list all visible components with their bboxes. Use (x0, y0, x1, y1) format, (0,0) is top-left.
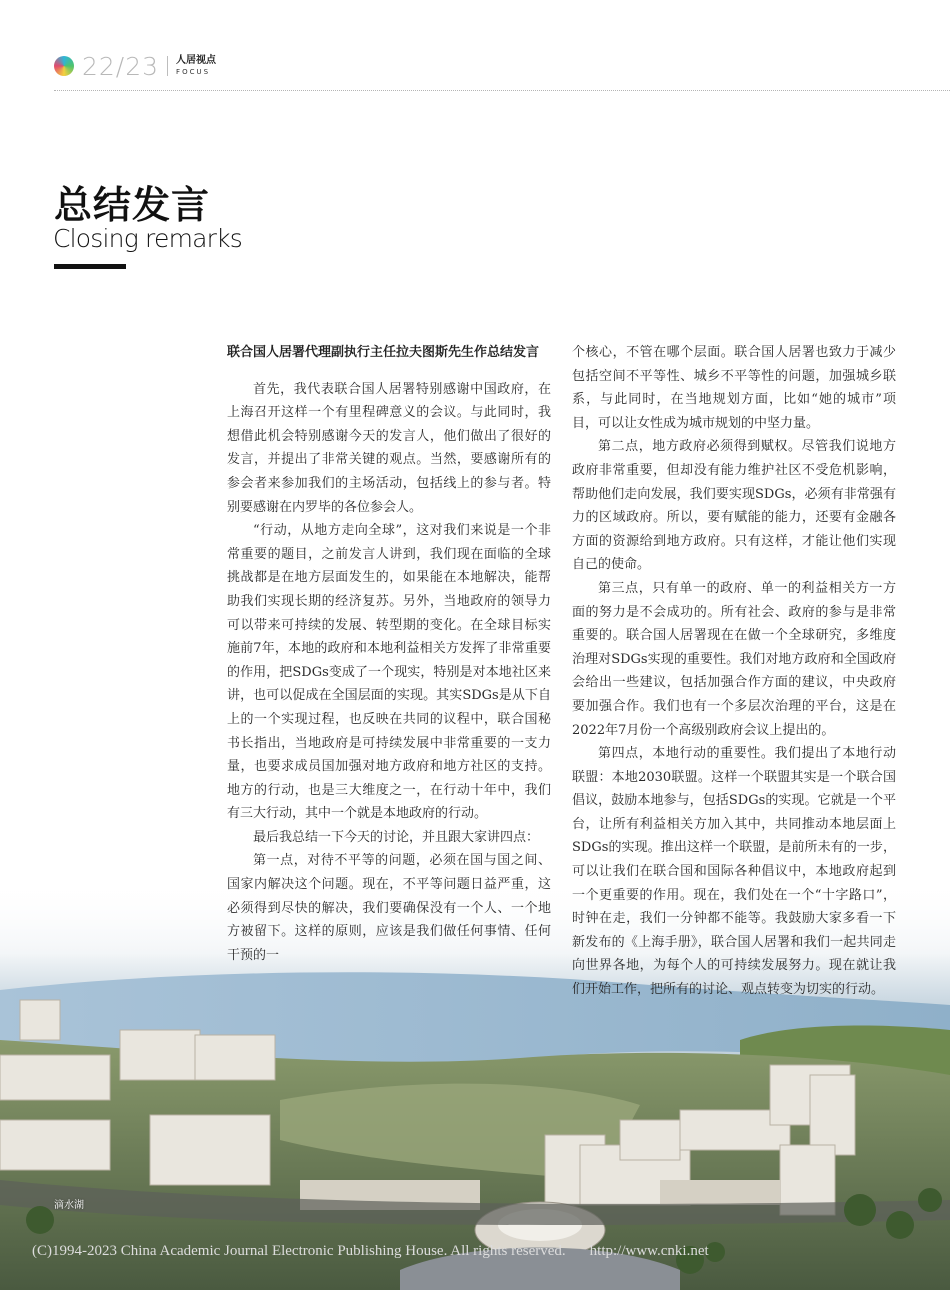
section-label-en: FOCUS (176, 68, 211, 76)
section-label-cn: 人居视点 (176, 55, 217, 66)
paragraph: 第一点，对待不平等的问题，必须在国与国之间、国家内解决这个问题。现在，不平等问题日益严重，这必须得到尽快的解决，我们要确保没有一个人、一个地方被留下。这样的原则，应该是我们做任何事情、任何干预的一 (227, 853, 551, 963)
section-label (176, 56, 216, 76)
paragraph: 最后我总结一下今天的讨论，并且跟大家讲四点： (253, 829, 540, 845)
article-title-cn: 总结发言 (54, 183, 211, 227)
paragraph: 第三点，只有单一的政府、单一的利益相关方一方面的努力是不会成功的。所有社会、政府的参与是非常重要的。联合国人居署现在在做一个全球研究，多维度治理对SDGs实现的重要性。我们对地方政府和全国政府会给出一些建议，包括加强合作方面的建议，中央政府要加强合作。我们也有一个多层次治理的平台，这是在2022年7月份一个高级别政府会议上提出的。 (572, 580, 896, 738)
paragraph: 首先，我代表联合国人居署特别感谢中国政府，在上海召开这样一个有里程碑意义的会议。与此同时，我想借此机会特别感谢今天的发言人，他们做出了很好的发言，并提出了非常关键的观点。当然，要感谢所有的参会者来参加我们的主场活动，包括线上的参与者。特别要感谢在内罗毕的各位参会人。 (227, 381, 551, 515)
page-numbers: 22/23 (82, 51, 160, 81)
footer-copyright (32, 1243, 709, 1260)
paragraph: 第二点，地方政府必须得到赋权。尽管我们说地方政府非常重要，但却没有能力维护社区不受危机影响，帮助他们走向发展，我们要实现SDGs，必须有非常强有力的区域政府。所以，要有赋能的能力，还要有金融各方面的资源给到地方政府。只有这样，才能让他们实现自己的使命。 (572, 439, 896, 573)
article-title-en: Closing remarks (53, 224, 243, 253)
text-column-left (227, 341, 551, 967)
page-header (54, 52, 216, 80)
header-divider (167, 56, 168, 76)
title-underline (54, 264, 126, 269)
magazine-logo-icon (54, 56, 74, 76)
speech-heading: 联合国人居署代理副执行主任拉夫图斯先生作总结发言 (227, 345, 540, 360)
photo-caption: 滴水湖 (54, 1200, 84, 1211)
text-column-right (572, 341, 896, 1002)
copyright-text: (C)1994-2023 China Academic Journal Electronic Publishing House. All rights reserved. (32, 1243, 566, 1259)
header-dotted-rule (54, 90, 950, 91)
paragraph-continued: 个核心，不管在哪个层面。联合国人居署也致力于减少包括空间不平等性、城乡不平等性的问题，加强城乡联系，与此同时，在当地规划方面，比如“她的城市”项目，可以让女性成为城市规划的中坚力量。 (572, 345, 896, 431)
paragraph: “行动，从地方走向全球”，这对我们来说是一个非常重要的题目，之前发言人讲到，我们现在面临的全球挑战都是在地方层面发生的，如果能在本地解决，能帮助我们实现长期的经济复苏。另外，当地政府的领导力可以带来可持续的发展、转型期的变化。在全球目标实施前7年，本地的政府和本地利益相关方发挥了非常重要的作用，把SDGs变成了一个现实，特别是对本地社区来讲，也可以促成在全国层面的实现。其实SDGs是从下自上的一个实现过程，也反映在共同的议程中，联合国秘书长指出，当地政府是可持续发展中非常重要的一支力量，也要求成员国加强对地方政府和地方社区的支持。地方的行动，也是三大维度之一，在行动十年中，我们有三大行动，其中一个就是本地政府的行动。 (227, 523, 551, 822)
paragraph: 第四点，本地行动的重要性。我们提出了本地行动联盟：本地2030联盟。这样一个联盟其实是一个联合国倡议，鼓励本地参与，包括SDGs的实现。它就是一个平台，让所有利益相关方加入其中，共同推动本地层面上SDGs的实现。推出这样一个联盟，是前所未有的一步，可以让我们在联合国和国际各种倡议中，本地政府起到一个更重要的作用。现在，我们处在一个“十字路口”，时钟在走，我们一分钟都不能等。我鼓励大家多看一下新发布的《上海手册》，联合国人居署和我们一起共同走向世界各地，为每个人的可持续发展努力。现在就让我们开始工作，把所有的讨论、观点转变为切实的行动。 (572, 746, 896, 998)
footer-url: http://www.cnki.net (589, 1243, 709, 1259)
